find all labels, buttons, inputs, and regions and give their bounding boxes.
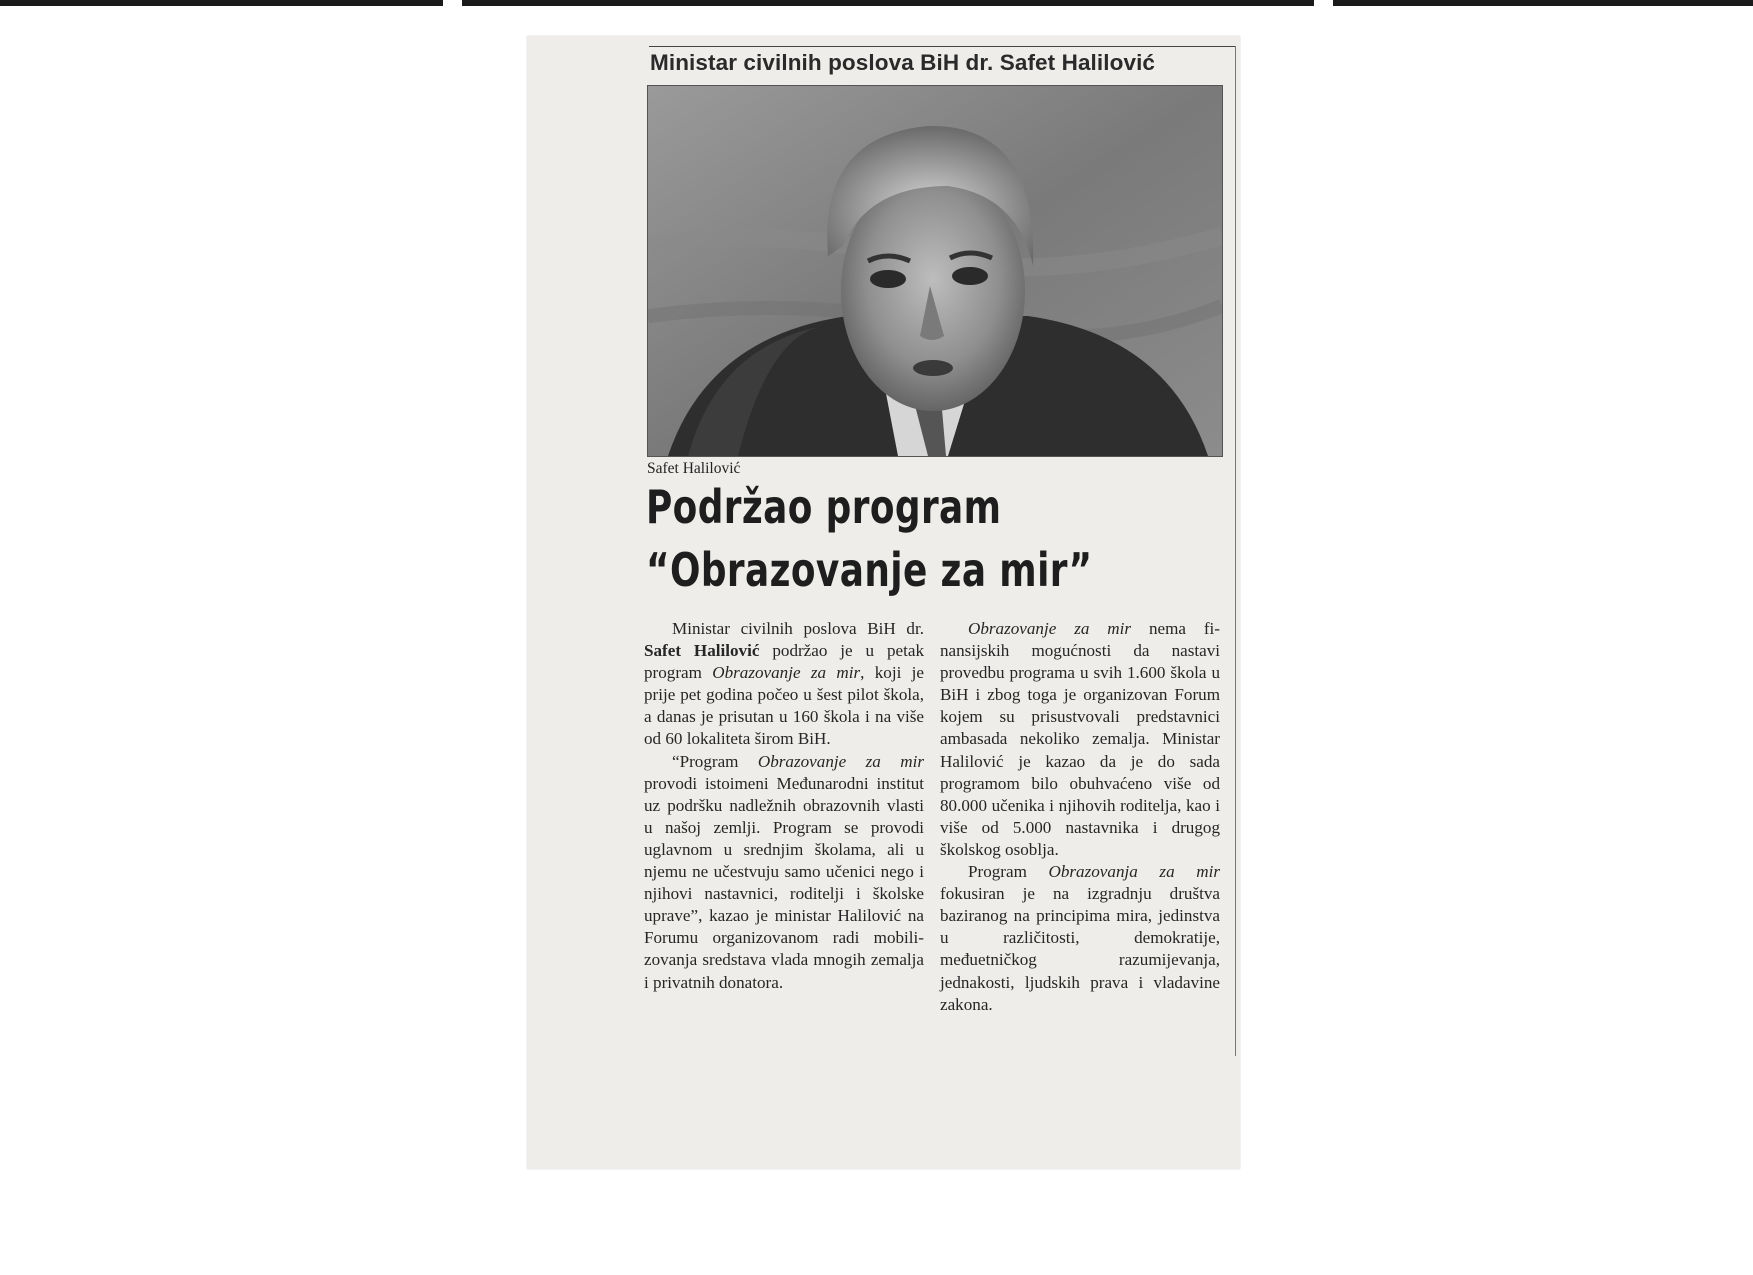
kicker: Ministar civilnih poslova BiH dr. Safet Halilović [650,50,1156,75]
headline-line-2: “Obrazovanje za mir” [646,543,1093,597]
article-column-left: Ministar civilnih poslova BiH dr. Safet Halilović podržao je u petak program Obrazovanje za mir, koji je prije pet godina počeo u šest pilot škola, a danas je prisutan u 160 škola i na više od 60 lokaliteta širom BiH. “Program Obrazovanje za mir provodi istoimeni Međunarodni institut uz podršku nadležnih obrazovnih vlasti u našoj zemlji. Program se provodi uglavnom u srednjim školama, ali u njemu ne učestvuju samo učenici nego i njihovi nastavnici, roditelji i školske uprave”, kazao je ministar Halilović na Forumu organizovanom radi mobilizovanja sredstava vlada mnogih zemalja i privatnih donatora. [644,619,924,992]
scan-edge-bar [462,0,1314,6]
scan-edge-bar [0,0,443,6]
portrait-photo [647,85,1223,457]
newspaper-clipping [527,36,1240,1169]
headline-line-1: Podržao program [646,480,1002,534]
scan-edge-bar [1333,0,1753,6]
headline [646,476,1098,602]
article-column-right: Obrazovanje za mir nema finansijskih mogućnosti da nastavi provedbu programa u svih 1.600 škola u BiH i zbog toga je organizovan Forum kojem su prisustvovali predstavnici ambasada nekoliko zemalja. Ministar Halilović je kazao da je do sada programom bilo obuhvaćeno više od 80.000 učenika i njihovih roditelja, kao i više od 5.000 nastavnika i drugog školskog osoblja. Program Obrazovanja za mir fokusiran je na izgradnju društva baziranog na principima mira, jedinstva u različitosti, demokratije, međuetničkog razumijevanja, jednakosti, ljudskih prava i vladavine zakona. [940,619,1220,1014]
kicker-rule [649,46,1235,47]
photo-caption: Safet Halilović [647,460,741,477]
column-rule [1235,46,1236,1056]
